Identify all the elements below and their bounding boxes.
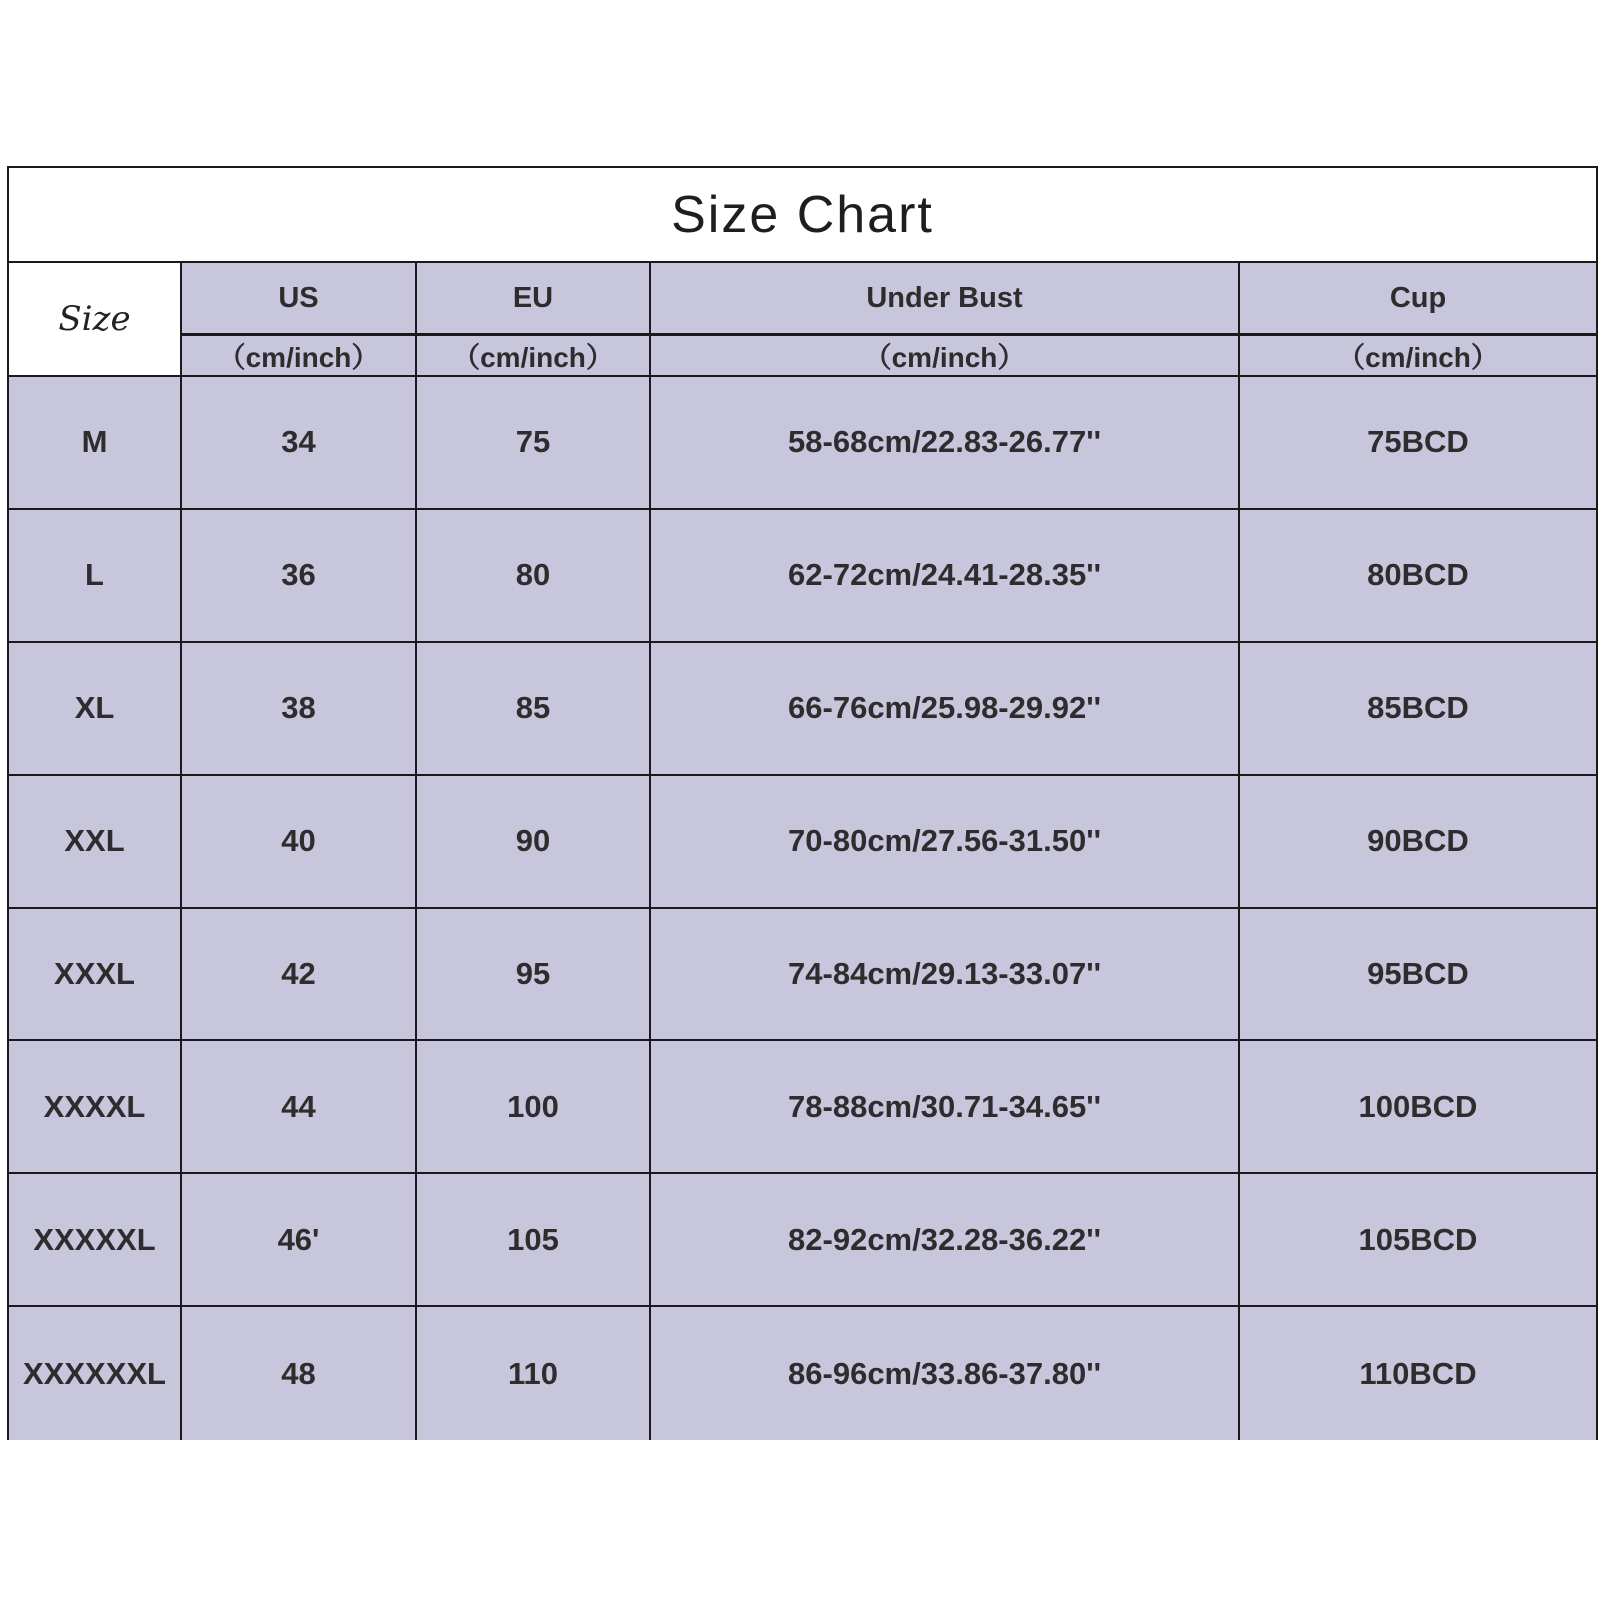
size-table xyxy=(9,261,1596,1438)
cell-eu: 80 xyxy=(417,510,651,643)
column-unit-us: （cm/inch） xyxy=(182,335,417,377)
cell-cup: 100BCD xyxy=(1240,1041,1596,1174)
size-chart xyxy=(7,166,1598,1440)
cell-under-bust: 74-84cm/29.13-33.07'' xyxy=(651,909,1240,1042)
cell-us: 44 xyxy=(182,1041,417,1174)
cell-size: XXXXXL xyxy=(9,1174,182,1307)
cell-size: XXL xyxy=(9,776,182,909)
cell-under-bust: 78-88cm/30.71-34.65'' xyxy=(651,1041,1240,1174)
cell-eu: 95 xyxy=(417,909,651,1042)
cell-us: 42 xyxy=(182,909,417,1042)
cell-us: 34 xyxy=(182,377,417,510)
cell-cup: 105BCD xyxy=(1240,1174,1596,1307)
cell-eu: 110 xyxy=(417,1307,651,1440)
chart-title: Size Chart xyxy=(671,185,934,244)
cell-size: XXXXL xyxy=(9,1041,182,1174)
cell-cup: 95BCD xyxy=(1240,909,1596,1042)
cell-under-bust: 86-96cm/33.86-37.80'' xyxy=(651,1307,1240,1440)
cell-us: 48 xyxy=(182,1307,417,1440)
cell-under-bust: 70-80cm/27.56-31.50'' xyxy=(651,776,1240,909)
cell-size: XL xyxy=(9,643,182,776)
cell-under-bust: 62-72cm/24.41-28.35'' xyxy=(651,510,1240,643)
column-header-us: US xyxy=(182,263,417,335)
cell-eu: 75 xyxy=(417,377,651,510)
column-header-eu: EU xyxy=(417,263,651,335)
cell-cup: 75BCD xyxy=(1240,377,1596,510)
cell-cup: 80BCD xyxy=(1240,510,1596,643)
cell-size: M xyxy=(9,377,182,510)
cell-under-bust: 58-68cm/22.83-26.77'' xyxy=(651,377,1240,510)
cell-us: 40 xyxy=(182,776,417,909)
cell-size: XXXXXXL xyxy=(9,1307,182,1440)
cell-cup: 90BCD xyxy=(1240,776,1596,909)
column-header-under-bust: Under Bust xyxy=(651,263,1240,335)
cell-under-bust: 66-76cm/25.98-29.92'' xyxy=(651,643,1240,776)
column-unit-eu: （cm/inch） xyxy=(417,335,651,377)
cell-eu: 105 xyxy=(417,1174,651,1307)
cell-cup: 85BCD xyxy=(1240,643,1596,776)
cell-eu: 100 xyxy=(417,1041,651,1174)
cell-us: 38 xyxy=(182,643,417,776)
cell-size: L xyxy=(9,510,182,643)
size-column-header: Size xyxy=(9,263,182,377)
cell-eu: 90 xyxy=(417,776,651,909)
cell-under-bust: 82-92cm/32.28-36.22'' xyxy=(651,1174,1240,1307)
cell-us: 46' xyxy=(182,1174,417,1307)
cell-cup: 110BCD xyxy=(1240,1307,1596,1440)
column-unit-cup: （cm/inch） xyxy=(1240,335,1596,377)
cell-size: XXXL xyxy=(9,909,182,1042)
cell-eu: 85 xyxy=(417,643,651,776)
column-unit-under-bust: （cm/inch） xyxy=(651,335,1240,377)
cell-us: 36 xyxy=(182,510,417,643)
column-header-cup: Cup xyxy=(1240,263,1596,335)
